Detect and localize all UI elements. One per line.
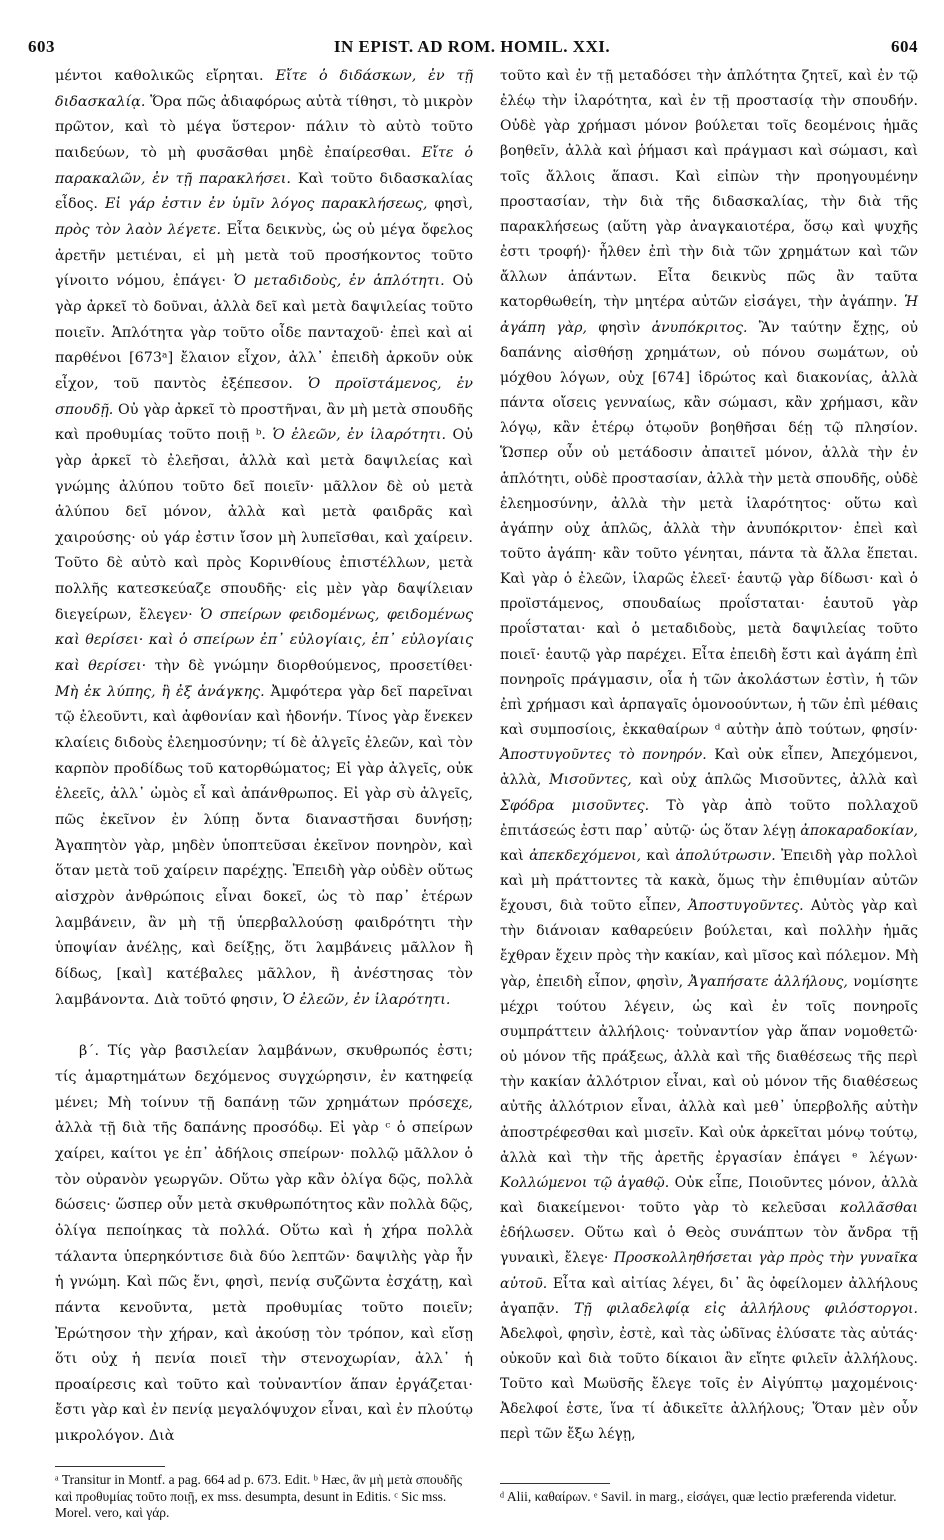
text-run: Οὐ γὰρ ἀρκεῖ τὸ δοῦναι, ἀλλὰ δεῖ καὶ μετὰ δαψιλείας τοῦτο ποιεῖν. Ἁπλότητα γὰρ τοῦτο οἶδε πανταχοῦ· ἐπεὶ καὶ αἱ παρθένοι [673ᵃ] ἔλαιον εἶχον, ἀλλ᾽ ἐπειδὴ ἀρκοῦν οὐκ εἶχον, τοῦ παντὸς ἐξέπεσον. <box>55 273 473 392</box>
text-run: καὶ οὐχ ἁπλῶς Μισοῦντες, ἀλλὰ καὶ <box>631 772 918 789</box>
running-title: IN EPIST. AD ROM. HOMIL. XXI. <box>333 37 611 56</box>
left-paragraph-1 <box>55 64 473 1013</box>
right-column <box>500 64 918 1448</box>
italic-text-run: Μισοῦντες, <box>549 772 632 789</box>
italic-text-run: Ὁ μεταδιδοὺς, ἐν ἁπλότητι. <box>233 273 445 290</box>
italic-text-run: Μὴ ἐκ λύπης, ἢ ἐξ ἀνάγκης. <box>55 683 265 700</box>
text-run: Ἀδελφοὶ, φησὶν, ἐστὲ, καὶ τὰς ὠδῖνας ἐλύσατε τὰς αὐτάς· οὐκοῦν καὶ διὰ τοῦτο δίκαιοι ἂν εἴητε φιλεῖν ἀλλήλους. Τοῦτο καὶ Μωϋσῆς ἔλεγε τοῖς ἐν Αἰγύπτῳ μαχομένοις· Ἀδελφοί ἐστε, ἵνα τί ἀδικεῖτε ἀλλήλους; Ὅταν μὲν οὖν περὶ τῶν ἔξω λέγῃ, <box>500 1325 918 1443</box>
italic-text-run: κολλᾶσθαι <box>840 1200 918 1217</box>
italic-text-run: Ἀποστυγοῦντες. <box>688 898 804 915</box>
text-run: νομίσητε μέχρι τούτου λέγειν, ὡς καὶ ἐν τοῖς πονηροῖς συμπράττειν ἀλλήλοις· τοὐναντίον γὰρ ἅπαν νομοθετῶ· οὐ μόνον τῆς πράξεως, ἀλλὰ καὶ τῆς διαθέσεως τῆς περὶ τὴν κακίαν ἀλλότριον εἶναι, καὶ οὐ μόνον τῆς διαθέσεως αὐτῆς ἀλλότριον εἶναι, ἀλλὰ καὶ μεθ᾽ ὑπερβολῆς αὐτὴν ἀποστρέφεσθαι καὶ μισεῖν. Καὶ οὐκ ἀρκεῖται μόνῳ τούτῳ, ἀλλὰ καὶ τὴν τῆς ἀρετῆς ἐργασίαν ἐπάγει ᵉ λέγων· <box>500 973 918 1166</box>
text-run: ἐδήλωσεν. Οὕτω καὶ ὁ Θεὸς συνάπτων τὸν ἄνδρα τῇ γυναικὶ, ἔλεγε· <box>500 1225 918 1267</box>
text-run: Οὐκ εἶπε, Ποιοῦντες μόνον, ἀλλὰ καὶ διακείμενοι· τοῦτο γὰρ τὸ κελεῦσαι <box>500 1174 918 1217</box>
text-run: Ἀμφότερα γὰρ δεῖ παρεῖναι τῷ ἐλεοῦντι, καὶ ἀφθονίαν καὶ ἡδονήν. Τίνος γὰρ ἕνεκεν κλαίεις διδοὺς ἐλεημοσύνην; τί δὲ ἀλγεῖς ἐλεῶν, καὶ τὸν καρπὸν προδίδως τοῦ κατορθώματος; Εἰ γὰρ ἀλγεῖς, οὐκ ἐλεεῖς, ἀλλ᾽ ὠμὸς εἶ καὶ ἀπάνθρωπος. Εἰ γὰρ σὺ ἀλγεῖς, πῶς ἐκεῖνον ἐν λύπῃ ὄντα διαναστῆσαι δυνήσῃ; Ἀγαπητὸν γὰρ, μηδὲν ὑποπτεῦσαι ἐκεῖνον πονηρὸν, καὶ ὅταν μετὰ τοῦ χαίρειν παρέχῃς. Ἐπειδὴ γὰρ οὐδὲν οὕτως αἰσχρὸν ἀνθρώποις εἶναι δοκεῖ, ὡς τὸ παρ᾽ ἑτέρων λαμβάνειν, ἂν μὴ τῇ ὑπερβαλλούσῃ φαιδρότητι τὴν ὑποψίαν ἀνέλῃς, καὶ δείξῃς, ὅτι λαμβάνεις μᾶλλον ἢ δίδως, [καὶ] κατέβαλες μᾶλλον, ἢ ἀνέστησας τὸν λαμβάνοντα. Διὰ τοῦτό φησιν, <box>55 683 473 1008</box>
text-run: Οὐ γὰρ ἀρκεῖ τὸ ἐλεῆσαι, ἀλλὰ καὶ μετὰ δαψιλείας καὶ γνώμης ἀλύπου τοῦτο δεῖ ποιεῖν· μᾶλλον δὲ οὐ μετὰ ἀλύπου δεῖ μόνον, ἀλλὰ καὶ μετὰ φαιδρᾶς καὶ χαιρούσης· οὐ γάρ ἐστιν ἴσον μὴ λυπεῖσθαι, καὶ χαίρειν. Τοῦτο δὲ αὐτὸ καὶ πρὸς Κορινθίους ἐπιστέλλων, μετὰ πολλῆς κατεσκεύαζε σπουδῆς· εἰς μὲν γὰρ δαψίλειαν διεγείρων, ἔλεγεν· <box>55 427 473 623</box>
italic-text-run: ἀποκαραδοκίαν, <box>800 822 918 839</box>
text-run: καὶ <box>500 847 530 864</box>
italic-text-run: Εἰ γάρ ἐστιν ἐν ὑμῖν λόγος παρακλήσεως, <box>104 196 428 213</box>
footnotes-left <box>55 1472 473 1522</box>
text-run: Ἐπειδὴ γὰρ πολλοὶ καὶ μὴ πράττοντες τὰ κακὰ, ὅμως τὴν ἐπιθυμίαν αὐτῶν ἔχουσι, διὰ τοῦτο εἶπεν, <box>500 847 918 915</box>
italic-text-run: Ὁ σπείρων φειδομένως, φειδομένως καὶ θερίσει· καὶ ὁ σπείρων ἐπ᾽ εὐλογίαις, ἐπ᾽ εὐλογίαις καὶ θερίσει· <box>55 606 473 675</box>
text-run: Εἶτα καὶ αἰτίας λέγει, δι᾽ ἃς ὀφείλομεν ἀλλήλους ἀγαπᾷν. <box>500 1275 918 1317</box>
italic-text-run: Ἀγαπήσατε ἀλλήλους, <box>688 973 848 990</box>
text-run: Τὸ γὰρ ἀπὸ τοῦτο πολλαχοῦ ἐπιτάσεώς ἐστι παρ᾽ αὐτῷ· ὡς ὅταν λέγῃ <box>500 797 919 839</box>
footnotes-right <box>500 1489 918 1506</box>
text-run: τὴν δὲ γνώμην διορθούμενος, προσετίθει· <box>146 658 473 675</box>
left-column <box>55 64 473 1450</box>
italic-text-run: Εἴτε ὁ παρακαλῶν, ἐν τῇ παρακλήσει. <box>55 144 473 187</box>
italic-text-run: πρὸς τὸν λαὸν λέγετε. <box>55 221 222 238</box>
right-paragraph-1 <box>500 64 918 1448</box>
text-run: ᵈ Alii, καθαίρων. ᵉ Savil. in marg., εἰσάγει, quæ lectio præferenda videtur. <box>500 1489 897 1504</box>
text-run: β´. Τίς γὰρ βασιλείαν λαμβάνων, σκυθρωπός ἐστι; τίς ἁμαρτημάτων δεχόμενος συγχώρησιν, ἐν κατηφείᾳ μένει; Μὴ τοίνυν τῇ δαπάνῃ τῶν χρημάτων πρόσεχε, ἀλλὰ τῇ διὰ τῆς δαπάνης προσόδῳ. Εἰ γὰρ ᶜ ὁ σπείρων χαίρει, καίτοι γε ἐπ᾽ ἀδήλοις σπείρων· πολλῷ μᾶλλον ὁ τὸν οὐρανὸν γεωργῶν. Οὕτω γὰρ κἂν ὀλίγα δῷς, πολλὰ δώσεις· ὥσπερ οὖν μετὰ σκυθρωπότητος κἂν πολλὰ δῷς, ὀλίγα πεποίηκας τὰ πολλά. Οὕτω καὶ ἡ χήρα πολλὰ τάλαντα ὑπερηκόντισε διὰ δύο λεπτῶν· δαψιλὴς γὰρ ἦν ἡ γνώμη. Καὶ πῶς ἔνι, φησὶ, πενίᾳ συζῶντα ἐσχάτῃ, καὶ πάντα κενοῦντα, μετὰ προθυμίας τοῦτο ποιεῖν; Ἐρώτησον τὴν χήραν, καὶ ἀκούσῃ τὸν τρόπον, καὶ εἴσῃ ὅτι οὐχ ἡ πενία ποιεῖ τὴν στενοχωρίαν, ἀλλ᾽ ἡ προαίρεσις καὶ τοῦτο καὶ τοὐναντίον ἅπαν ἐργάζεται· ἔστι γὰρ καὶ ἐν πενίᾳ μεγαλόψυχον εἶναι, καὶ ἐν πλούτῳ μικρολόγον. Διὰ <box>55 1043 473 1445</box>
text-run: Αὐτὸς γὰρ καὶ τὴν διάνοιαν καθαρεύειν βούλεται, καὶ πολλὴν ἡμᾶς ἔχθραν ἔχειν πρὸς τὴν κακίαν, καὶ μῖσος καὶ πόλεμον. Μὴ γὰρ, ἐπειδὴ εἶπον, φησὶν, <box>500 898 918 990</box>
italic-text-run: ἀπεκδεχόμενοι, <box>529 847 642 864</box>
italic-text-run: Εἴτε ὁ διδάσκων, ἐν τῇ διδασκαλίᾳ. <box>55 68 473 110</box>
italic-text-run: ἀπολύτρωσιν. <box>675 847 776 864</box>
text-run: φησὶ, <box>427 196 474 213</box>
page-number-left: 603 <box>28 37 55 56</box>
text-run: ᵃ Transitur in Montf. a pag. 664 ad p. 673. Edit. ᵇ Hæc, ἂν μὴ μετὰ σπουδῆς καὶ προθυμίας τοῦτο ποιῇ, ex mss. desumpta, desunt in Editis. ᶜ Sic mss. Morel. vero, καὶ γάρ. <box>55 1472 463 1520</box>
text-run: φησὶν <box>587 319 652 336</box>
text-run: Οὐ γὰρ ἀρκεῖ τὸ προστῆναι, ἂν μὴ μετὰ σπουδῆς καὶ προθυμίας τοῦτο ποιῇ ᵇ. <box>55 401 473 444</box>
italic-text-run: Ὁ προϊστάμενος, ἐν σπουδῇ. <box>55 375 473 418</box>
text-run: μέντοι καθολικῶς εἴρηται. <box>55 68 276 84</box>
left-paragraph-2 <box>55 1039 473 1450</box>
italic-text-run: Τῇ φιλαδελφίᾳ εἰς ἀλλήλους φιλόστοργοι. <box>573 1300 918 1317</box>
text-run: τοῦτο καὶ ἐν τῇ μεταδόσει τὴν ἁπλότητα ζητεῖ, καὶ ἐν τῷ ἐλέῳ τὴν ἱλαρότητα, καὶ ἐν τῇ προστασίᾳ τὴν σπουδήν. Οὐδὲ γὰρ χρήμασι μόνον βούλεται τοῖς δεομένοις ἡμᾶς βοηθεῖν, ἀλλὰ καὶ ῥήμασι καὶ πράγμασι καὶ σώμασι, καὶ τοῖς ἄλλοις ἅπασι. Καὶ εἰπὼν τὴν προηγουμένην προστασίαν, τὴν διὰ τῆς διδασκαλίας, τὴν διὰ τῆς παρακλήσεως (αὕτη γὰρ ἀναγκαιοτέρα, ὅσῳ καὶ ψυχῆς ἐστι τροφή)· ἦλθεν ἐπὶ τὴν διὰ τῶν χρημάτων καὶ τῶν ἄλλων ἁπάντων. Εἶτα δεικνὺς πῶς ἂν ταῦτα κατορθωθείη, τὴν μητέρα αὐτῶν εἰσάγει, τὴν ἀγάπην. <box>500 68 918 311</box>
italic-text-run: Σφόδρα μισοῦντες. <box>500 797 650 814</box>
italic-text-run: Ὁ ἐλεῶν, ἐν ἱλαρότητι. <box>282 991 451 1008</box>
page-number-right: 604 <box>891 37 918 56</box>
italic-text-run: Ἡ ἀγάπη γὰρ, <box>500 294 918 336</box>
italic-text-run: Ὁ ἐλεῶν, ἐν ἱλαρότητι. <box>272 427 447 444</box>
text-run: Ἂν ταύτην ἔχῃς, οὐ δαπάνης αἰσθήσῃ χρημάτων, οὐ πόνου σωμάτων, οὐ μόχθου λόγων, οὐχ [674] ἱδρώτος καὶ διακονίας, ἀλλὰ πάντα οἴσεις γενναίως, κἂν σώμασι, κἂν χρήμασι, κἂν λόγῳ, κἂν ἑτέρῳ ὁτῳοῦν βοηθῆσαι δέῃ τῷ πλησίον. Ὥσπερ οὖν οὐ μετάδοσιν ἀπαιτεῖ μόνον, ἀλλὰ τὴν ἐν ἁπλότητι, οὐδὲ προστασίαν, ἀλλὰ τὴν μετὰ σπουδῆς, οὐδὲ ἐλεημοσύνην, ἀλλὰ τὴν μετὰ ἱλαρότητος· οὕτω καὶ ἀγάπην οὐχ ἁπλῶς, ἀλλὰ τὴν ἀνυπόκριτον· ἐπεὶ καὶ τοῦτο ἀγάπη· κἂν τοῦτο γένηται, πάντα τὰ ἄλλα ἕπεται. Καὶ γὰρ ὁ ἐλεῶν, ἱλαρῶς ἐλεεῖ· ἑαυτῷ γὰρ δίδωσι· καὶ ὁ προϊστάμενος, σπουδαίως προΐσταται· ἑαυτοῦ γὰρ προΐσταται· καὶ ὁ μεταδιδοὺς, μετὰ δαψιλείας τοῦτο ποιεῖ· ἑαυτῷ γὰρ παρέχει. Εἶτα ἐπειδὴ ἔστι καὶ ἀγάπη ἐπὶ πονηροῖς πράγμασιν, οἷα ἡ τῶν ἀκολάστων ἐστὶν, ἡ τῶν ἐπὶ χρήμασι καὶ ἁρπαγαῖς ὁμονοούντων, ἡ τῶν ἐπὶ μέθαις καὶ συμποσίοις, ἐκκαθαίρων ᵈ αὐτὴν ἀπὸ τούτων, φησίν· <box>500 319 918 739</box>
text-run: Καὶ τοῦτο διδασκαλίας εἶδος. <box>55 170 474 213</box>
text-run: Καὶ οὐκ εἶπεν, Ἀπεχόμενοι, ἀλλὰ, <box>500 747 918 789</box>
italic-text-run: ἀνυπόκριτος. <box>651 319 748 336</box>
footnote-rule-left <box>55 1466 165 1467</box>
italic-text-run: Κολλώμενοι τῷ ἀγαθῷ. <box>500 1174 670 1191</box>
text-run: Ὅρα πῶς ἀδιαφόρως αὐτὰ τίθησι, τὸ μικρὸν πρῶτον, καὶ τὸ μέγα ὕστερον· πάλιν τὸ αὐτὸ τοῦτο παιδεύων, τὸ μὴ φυσᾶσθαι μηδὲ ἐπαίρεσθαι. <box>55 93 473 161</box>
italic-text-run: Προσκολληθήσεται γὰρ πρὸς τὴν γυναῖκα αὐτοῦ. <box>500 1250 918 1292</box>
text-run: καὶ <box>641 847 676 864</box>
text-run: Εἶτα δεικνὺς, ὡς οὐ μέγα ὄφελος ἀρετῆν μετιέναι, εἰ μὴ μετὰ τοῦ προσήκοντος τοῦτο γίνοιτο νόμου, ἐπάγει· <box>55 221 473 290</box>
footnote-rule-right <box>500 1483 610 1484</box>
italic-text-run: Ἀποστυγοῦντες τὸ πονηρόν. <box>500 747 707 764</box>
